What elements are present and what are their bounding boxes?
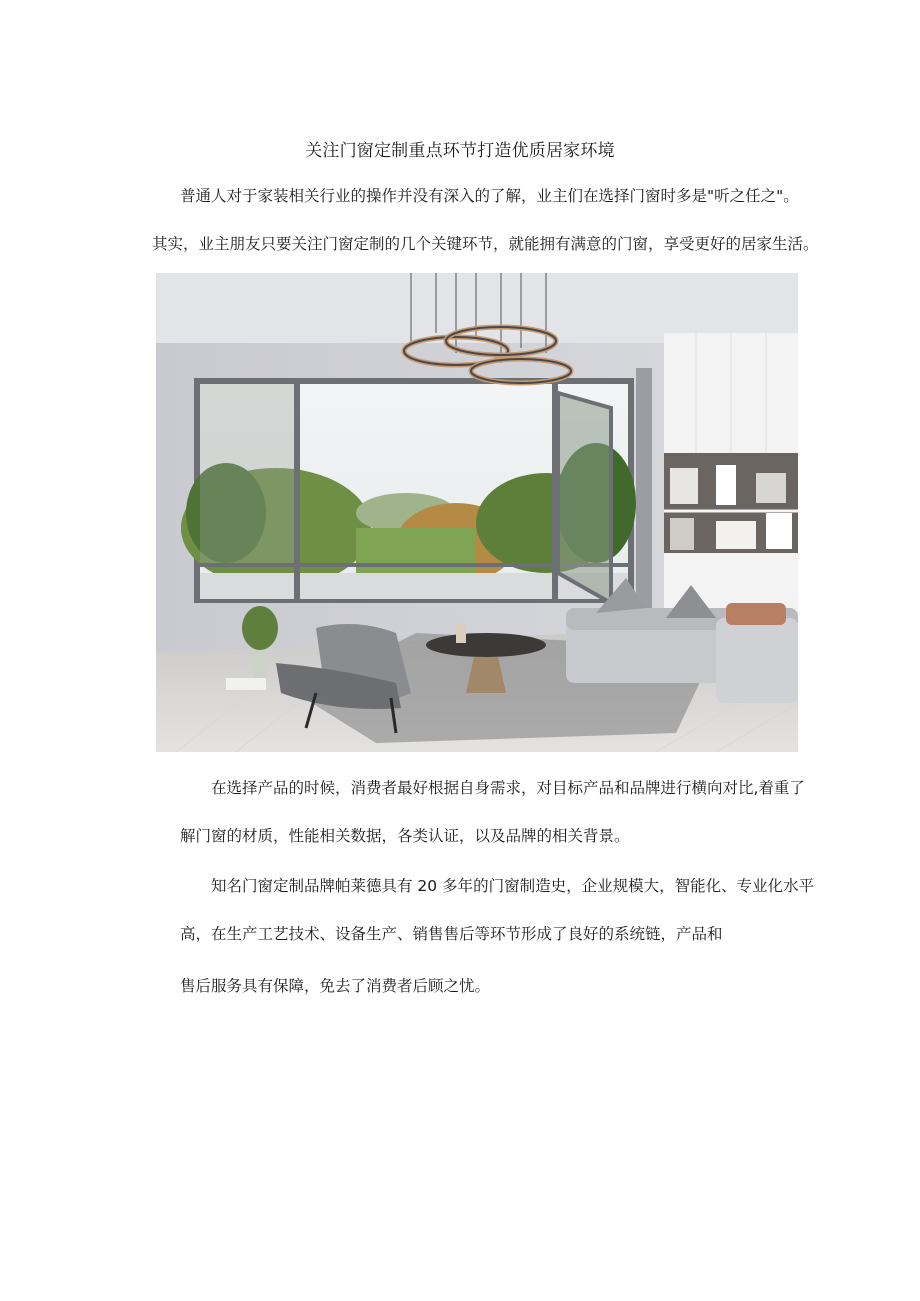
para2-line-3: 售后服务具有保障，免去了消费者后顾之忧。 [180,977,491,995]
intro-line-2: 其实，业主朋友只要关注门窗定制的几个关键环节，就能拥有满意的门窗，享受更好的居家生活。 [152,235,819,253]
para2-line-1: 知名门窗定制品牌帕莱德具有 20 多年的门窗制造史，企业规模大，智能化、专业化水平 [211,877,815,895]
para2-line-2: 高，在生产工艺技术、设备生产、销售售后等环节形成了良好的系统链，产品和 [180,925,723,943]
article-title: 关注门窗定制重点环节打造优质居家环境 [305,141,615,161]
living-room-photo [156,273,798,752]
para1-line-2: 解门窗的材质，性能相关数据，各类认证，以及品牌的相关背景。 [180,827,630,845]
intro-line-1: 普通人对于家装相关行业的操作并没有深入的了解，业主们在选择门窗时多是"听之任之"。 [180,187,799,205]
para1-line-1: 在选择产品的时候，消费者最好根据自身需求，对目标产品和品牌进行横向对比,着重了 [211,779,805,797]
